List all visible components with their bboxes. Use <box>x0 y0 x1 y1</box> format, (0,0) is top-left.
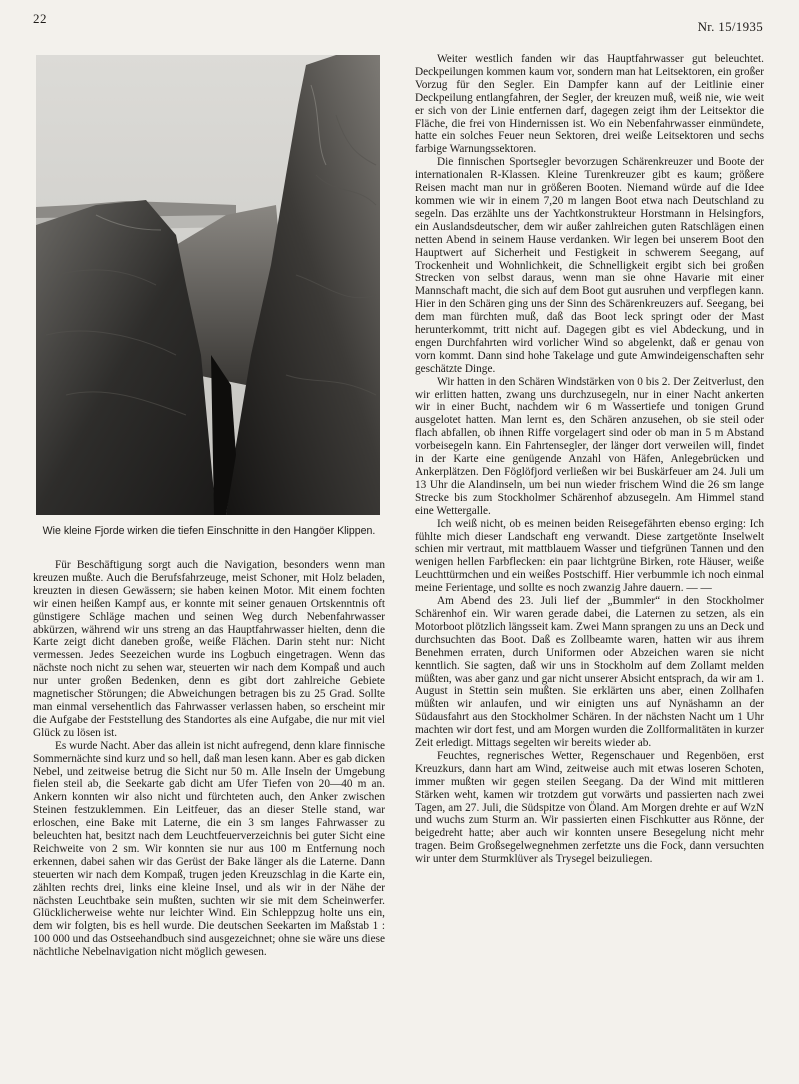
page-number: 22 <box>33 11 47 26</box>
paragraph: Am Abend des 23. Juli lief der „Bummler“ in den Stockholmer Schärenhof ein. Wir waren gerade dabei, die Laternen zu setzen, als ein Motorboot plötzlich längsseit kam. Zwei Mann sprangen zu uns an Deck und durchsuchten das Boot. Daß es Zollbeamte waren, hatten wir aus ihrem Benehmen erraten, durch Uniformen oder Abzeichen waren sie nicht kenntlich. Sie sagten, daß wir uns in Stockholm auf dem Zollamt melden müßten, was aber ganz und gar nicht unserer Absicht entsprach, da wir am 1. August in Stettin sein mußten. Sie erklärten uns aber, einen Zollhafen müßten wir anlaufen, und wir einigten uns auf Nynäshamn an der Südausfahrt aus den Stockholmer Schären. In der nächsten Nacht um 1 Uhr machten wir dort fest, und am Morgen wurden die Zollformalitäten in kurzer Zeit erledigt. Mittags segelten wir bereits wieder ab. <box>415 595 764 750</box>
paragraph: Es wurde Nacht. Aber das allein ist nicht aufregend, denn klare finnische Sommernächte sind kurz und so hell, daß man lesen kann. Aber es gab dicken Nebel, und zeitweise betrug die Sicht nur 50 m. Alle Inseln der Umgebung fielen steil ab, die Seekarte gab dicht am Ufer Tiefen von 20—40 m an. Ankern konnten wir also nicht und fürchteten auch, den Anker zwischen Steinen festzuklemmen. Ein Leitfeuer, das an dieser Stelle stand, war erloschen, eine Bake mit Laterne, die ein 3 sm langes Fahrwasser zu beleuchten hat, besitzt nach dem Leuchtfeuerverzeichnis bei guter Sicht eine Reichweite von 2 sm. Wir konnten sie nur aus 100 m Entfernung noch erkennen, dabei sahen wir das Gerüst der Bake länger als die Laterne. Dann steuerten wir nach dem Kompaß, trugen jeden Kreuzschlag in die Karte ein, zählten rechts drei, links eine kleine Insel, und als wir in der Nähe der nächsten Leuchtbake sein mußten, suchten wir sie mit dem Scheinwerfer. Glücklicherweise wehte nur leichter Wind. Ein Schleppzug holte uns ein, dem wir folgten, bis es hell wurde. Die deutschen Seekarten im Maßstab 1 : 100 000 und das Ostseehandbuch sind ausgezeichnet; ohne sie wäre uns diese nächtliche Nebelnavigation nicht möglich gewesen. <box>33 739 385 959</box>
right-column <box>415 53 764 866</box>
paragraph: Weiter westlich fanden wir das Hauptfahrwasser gut beleuchtet. Deckpeilungen kommen kaum vor, sondern man hat Leitsektoren, ein großer Vorzug für den Segler. Ein Dampfer kann auf der Leitlinie einer Deckpeilung entlangfahren, der Segler, der kreuzen muß, weiß nie, wie weit er sich von der Linie entfernen darf, dagegen zeigt ihm der Leitsektor die Fläche, die frei von Hindernissen ist. Wo ein Nebenfahrwasser einmündete, hatte ein solches Feuer neun Sektoren, drei weiße Leitsektoren und sechs farbige Warnungssektoren. <box>415 53 764 156</box>
left-column <box>33 559 385 959</box>
paragraph: Wir hatten in den Schären Windstärken von 0 bis 2. Der Zeitverlust, den wir erlitten hatten, zwang uns durchzusegeln, nur in einer Nacht ankerten wir in einer Bucht, nachdem wir 6 m Wassertiefe und tonigen Grund ausgelotet hatten. Man lernt es, den Schären anzusehen, ob sie steil oder flach abfallen, ob ihnen Riffe vorgelagert sind oder ob man in 5 m Abstand vorbeisegeln kann. Ein Fahrtensegler, der länger dort verweilen will, findet in der Karte eine genügende Anzahl von Häfen, Anlegebrücken und Ankerplätzen. Den Föglöfjord verließen wir bei Buskärfeuer am 24. Juli um 13 Uhr die Alandinseln, um bei nun wieder frischem Wind die 26 sm lange Strecke bis zum Stockholmer Schärenhof abzusegeln. Am Himmel stand eine Wettergalle. <box>415 375 764 517</box>
photo-rock-fjord <box>36 55 380 515</box>
paragraph: Die finnischen Sportsegler bevorzugen Schärenkreuzer und Boote der internationalen R-Klassen. Kleine Turenkreuzer gibt es kaum; größere Reisen macht man nur in größeren Booten. Niemand würde auf die Idee kommen wie wir in einem 7,20 m langen Boot etwa nach Deutschland zu segeln. Das erzählte uns der Yachtkonstrukteur Horstmann in Helsingfors, ein Auslandsdeutscher, dem wir außer zahlreichen guten Ratschlägen einen netten Abend in seinem Hause verdanken. Wir legen bei unserem Boot den Hauptwert auf Sicherheit und Festigkeit in schwerem Seegang, auf Trockenheit und Wohnlichkeit, die Schnelligkeit ergibt sich bei großen Strecken von selbst daraus, wenn man sie ohne Havarie mit einer Mannschaft macht, die sich auf dem Boot gut ausruhen und verpflegen kann. Hier in den Schären ging uns der Sinn des Schärenkreuzers auf. Seegang, bei dem man fürchten muß, daß das Boot leck springt oder der Mast herunterkommt, tritt nicht auf. Dagegen gibt es viel Abdeckung, und in engen Durchfahrten wird vorlicher Wind so abgelenkt, daß er genau von vorn kommt. Dann sind hohe Takelage und gute Amwindeigenschaften sehr geschätzte Dinge. <box>415 156 764 375</box>
paragraph: Feuchtes, regnerisches Wetter, Regenschauer und Regenböen, erst Kreuzkurs, dann hart am Wind, zeitweise auch mit etwas loseren Schoten, immer mußten wir gegen steilen Seegang. Da der Wind mit mittleren Stärken weht, kamen wir trotzdem gut vorwärts und passierten nach zwei Tagen, am 27. Juli, die Südspitze von Öland. Am Morgen drehte er auf WzN und wuchs zum Sturm an. Wir passierten einen Fischkutter aus Rönne, der beigedreht hatte; aber auch wir konnten unsere Besegelung nicht mehr tragen. Beim Großsegelwegnehmen zerfetzte uns die Fock, dann versuchten wir unter dem Sturmklüver als Trysegel beizuliegen. <box>415 749 764 866</box>
issue-number: Nr. 15/1935 <box>697 19 763 34</box>
paragraph: Ich weiß nicht, ob es meinen beiden Reisegefährten ebenso erging: Ich fühlte mich dieser Landschaft eng verwandt. Diese zartgetönte Inselwelt schien mir vertraut, mit mattblauem Wasser und tiefgrünen Tannen und den wenigen hellen Farbflecken: ein paar lichtgrüne Birken, rote Häuser, weiße Leuchttürmchen und ein weißes Postschiff. Hier verbummle ich noch einmal meine Ferientage, und sollte es noch zwanzig Jahre dauern. — — <box>415 517 764 595</box>
figure-caption: Wie kleine Fjorde wirken die tiefen Einschnitte in den Hangöer Klippen. <box>42 525 376 537</box>
paragraph: Für Beschäftigung sorgt auch die Navigation, besonders wenn man kreuzen mußte. Auch die Berufsfahrzeuge, meist Schoner, mit Holz beladen, kreuzten in diesen Gewässern; sie haben keinen Motor. Mit einem fochten wir einen heißen Kampf aus, er konnte mit seiner genauen Ortskenntnis oft günstigere Schläge machen und seinen Weg durch Nebenfahrwasser abkürzen, während wir uns streng an das Hauptfahrwasser hielten, denn die Karte zeigt dicht daneben große, weiße Flächen. Darin steht nur: Nicht vermessen. Jedes Seezeichen wurde ins Logbuch eingetragen. Wenn das nächste noch nicht zu sehen war, steuerten wir nach dem Kompaß und auch nur unter großen Bedenken, denn es gibt dort zahlreiche Gebiete magnetischer Störungen; die Abweichungen betragen bis zu 25 Grad. Sollte man einmal versehentlich das Fahrwasser verlassen haben, so erscheint mir die Aufgabe der Feststellung des Standortes als eine Aufgabe, die nur mit viel Glück zu lösen ist. <box>33 559 385 739</box>
